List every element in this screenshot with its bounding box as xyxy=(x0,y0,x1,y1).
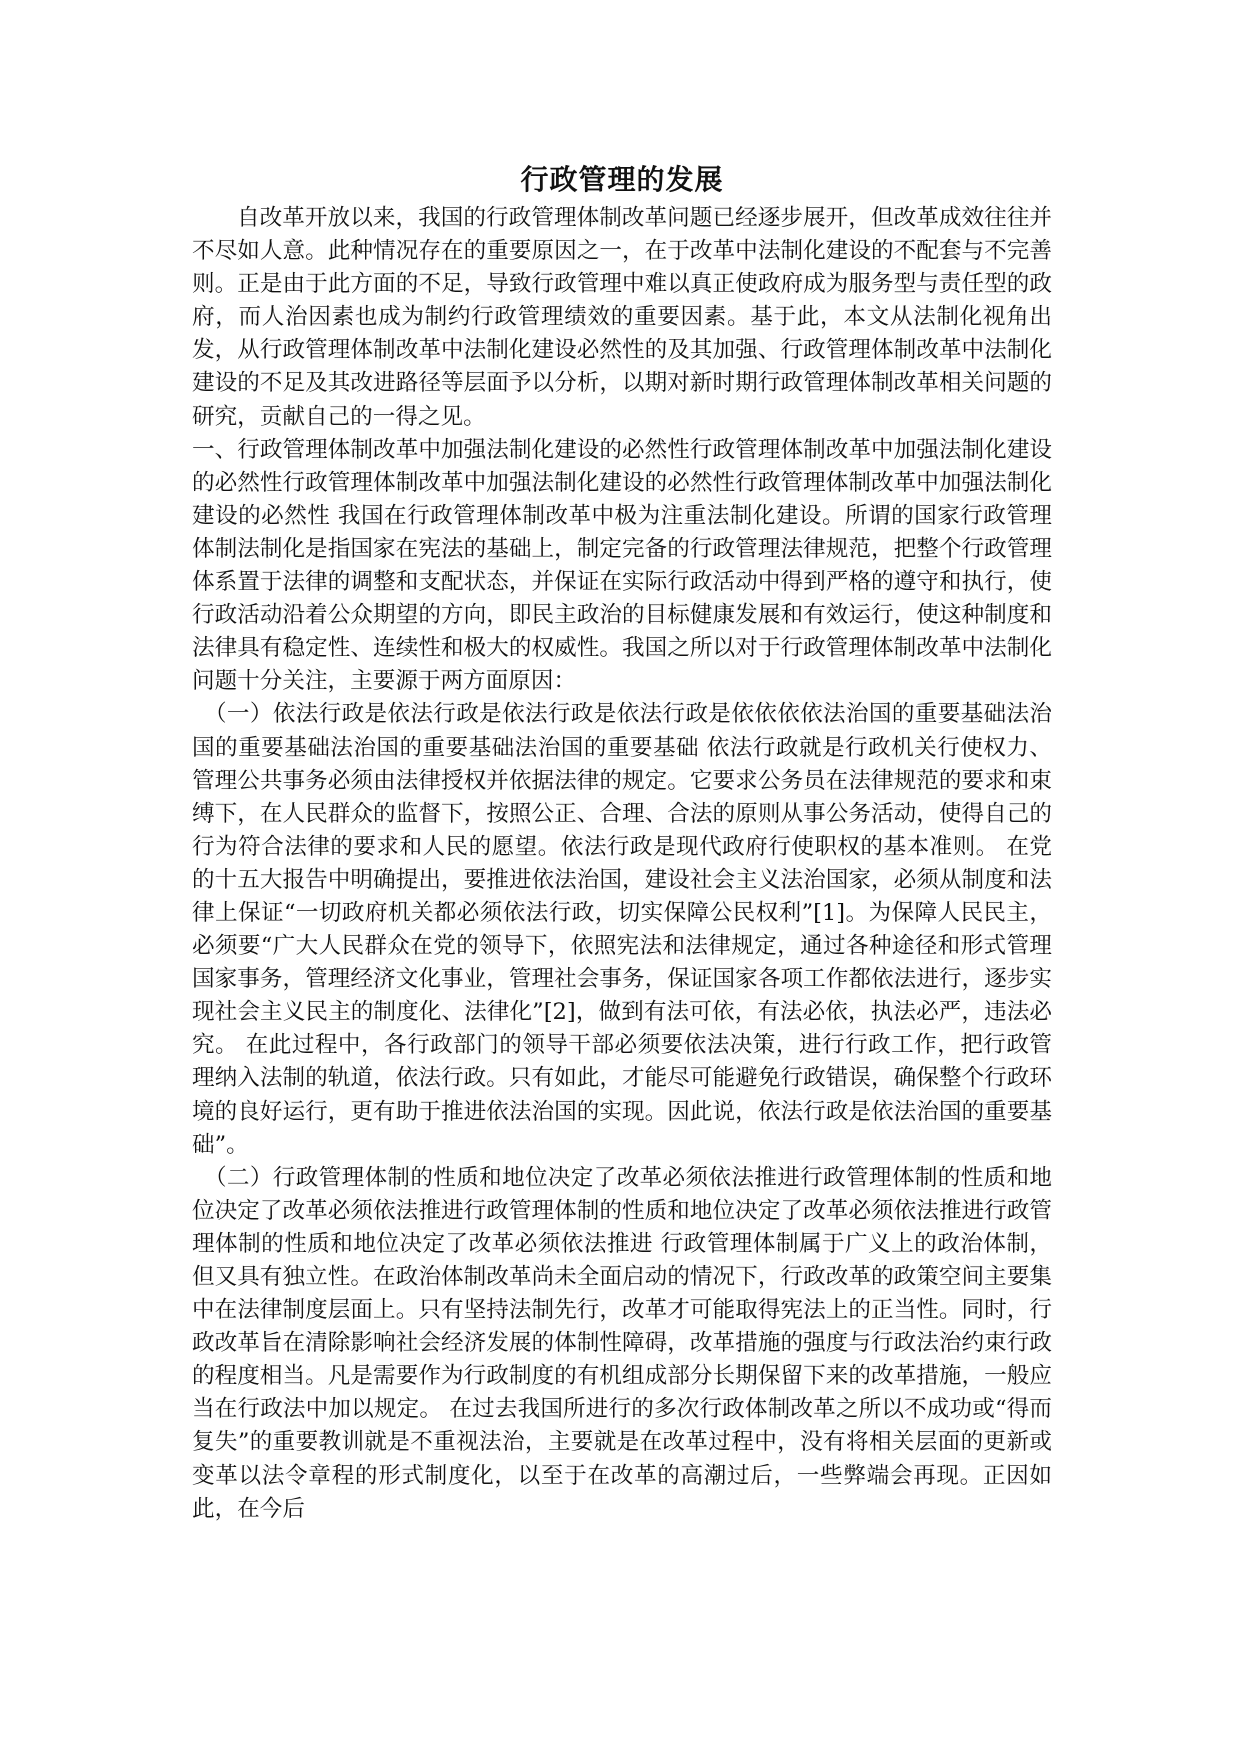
subsection-two-paragraph: （二）行政管理体制的性质和地位决定了改革必须依法推进行政管理体制的性质和地位决定了改革必须依法推进行政管理体制的性质和地位决定了改革必须依法推进行政管理体制的性质和地位决定了改革必须依法推进 行政管理体制属于广义上的政治体制，但又具有独立性。在政治体制改革尚未全面启动的情况下，行政改革的政策空间主要集中在法律制度层面上。只有坚持法制先行，改革才可能取得宪法上的正当性。同时，行政改革旨在清除影响社会经济发展的体制性障碍，改革措施的强度与行政法治约束行政的程度相当。凡是需要作为行政制度的有机组成部分长期保留下来的改革措施，一般应当在行政法中加以规定。 在过去我国所进行的多次行政体制改革之所以不成功或“得而复失”的重要教训就是不重视法治，主要就是在改革过程中，没有将相关层面的更新或变革以法令章程的形式制度化，以至于在改革的高潮过后，一些弊端会再现。正因如此，在今后 xyxy=(192,1164,1052,1522)
section-one-paragraph: 一、行政管理体制改革中加强法制化建设的必然性行政管理体制改革中加强法制化建设的必然性行政管理体制改革中加强法制化建设的必然性行政管理体制改革中加强法制化建设的必然性 我国在行政管理体制改革中极为注重法制化建设。所谓的国家行政管理体制法制化是指国家在宪法的基础上，制定完备的行政管理法律规范，把整个行政管理体系置于法律的调整和支配状态，并保证在实际行政活动中得到严格的遵守和执行，使行政活动沿着公众期望的方向，即民主政治的目标健康发展和有效运行，使这种制度和法律具有稳定性、连续性和极大的权威性。我国之所以对于行政管理体制改革中法制化问题十分关注，主要源于两方面原因： xyxy=(192,436,1052,695)
document-title: 行政管理的发展 xyxy=(520,163,724,196)
document-page xyxy=(192,160,1052,1526)
subsection-one-paragraph: （一）依法行政是依法行政是依法行政是依法行政是依依依依法治国的重要基础法治国的重要基础法治国的重要基础法治国的重要基础 依法行政就是行政机关行使权力、管理公共事务必须由法律授权并依据法律的规定。它要求公务员在法律规范的要求和束缚下，在人民群众的监督下，按照公正、合理、合法的原则从事公务活动，使得自己的行为符合法律的要求和人民的愿望。依法行政是现代政府行使职权的基本准则。 在党的十五大报告中明确提出，要推进依法治国，建设社会主义法治国家，必须从制度和法律上保证“一切政府机关都必须依法行政，切实保障公民权利”[1]。为保障人民民主，必须要“广大人民群众在党的领导下，依照宪法和法律规定，通过各种途径和形式管理国家事务，管理经济文化事业，管理社会事务，保证国家各项工作都依法进行，逐步实现社会主义民主的制度化、法律化”[2]，做到有法可依，有法必依，执法必严，违法必究。 在此过程中，各行政部门的领导干部必须要依法决策，进行行政工作，把行政管理纳入法制的轨道，依法行政。只有如此，才能尽可能避免行政错误，确保整个行政环境的良好运行，更有助于推进依法治国的实现。因此说，依法行政是依法治国的重要基础”。 xyxy=(192,701,1052,1158)
intro-paragraph: 自改革开放以来，我国的行政管理体制改革问题已经逐步展开，但改革成效往往并不尽如人意。此种情况存在的重要原因之一，在于改革中法制化建设的不配套与不完善则。正是由于此方面的不足，导致行政管理中难以真正使政府成为服务型与责任型的政府，而人治因素也成为制约行政管理绩效的重要因素。基于此，本文从法制化视角出发，从行政管理体制改革中法制化建设必然性的及其加强、行政管理体制改革中法制化建设的不足及其改进路径等层面予以分析，以期对新时期行政管理体制改革相关问题的研究，贡献自己的一得之见。 xyxy=(192,205,1052,430)
